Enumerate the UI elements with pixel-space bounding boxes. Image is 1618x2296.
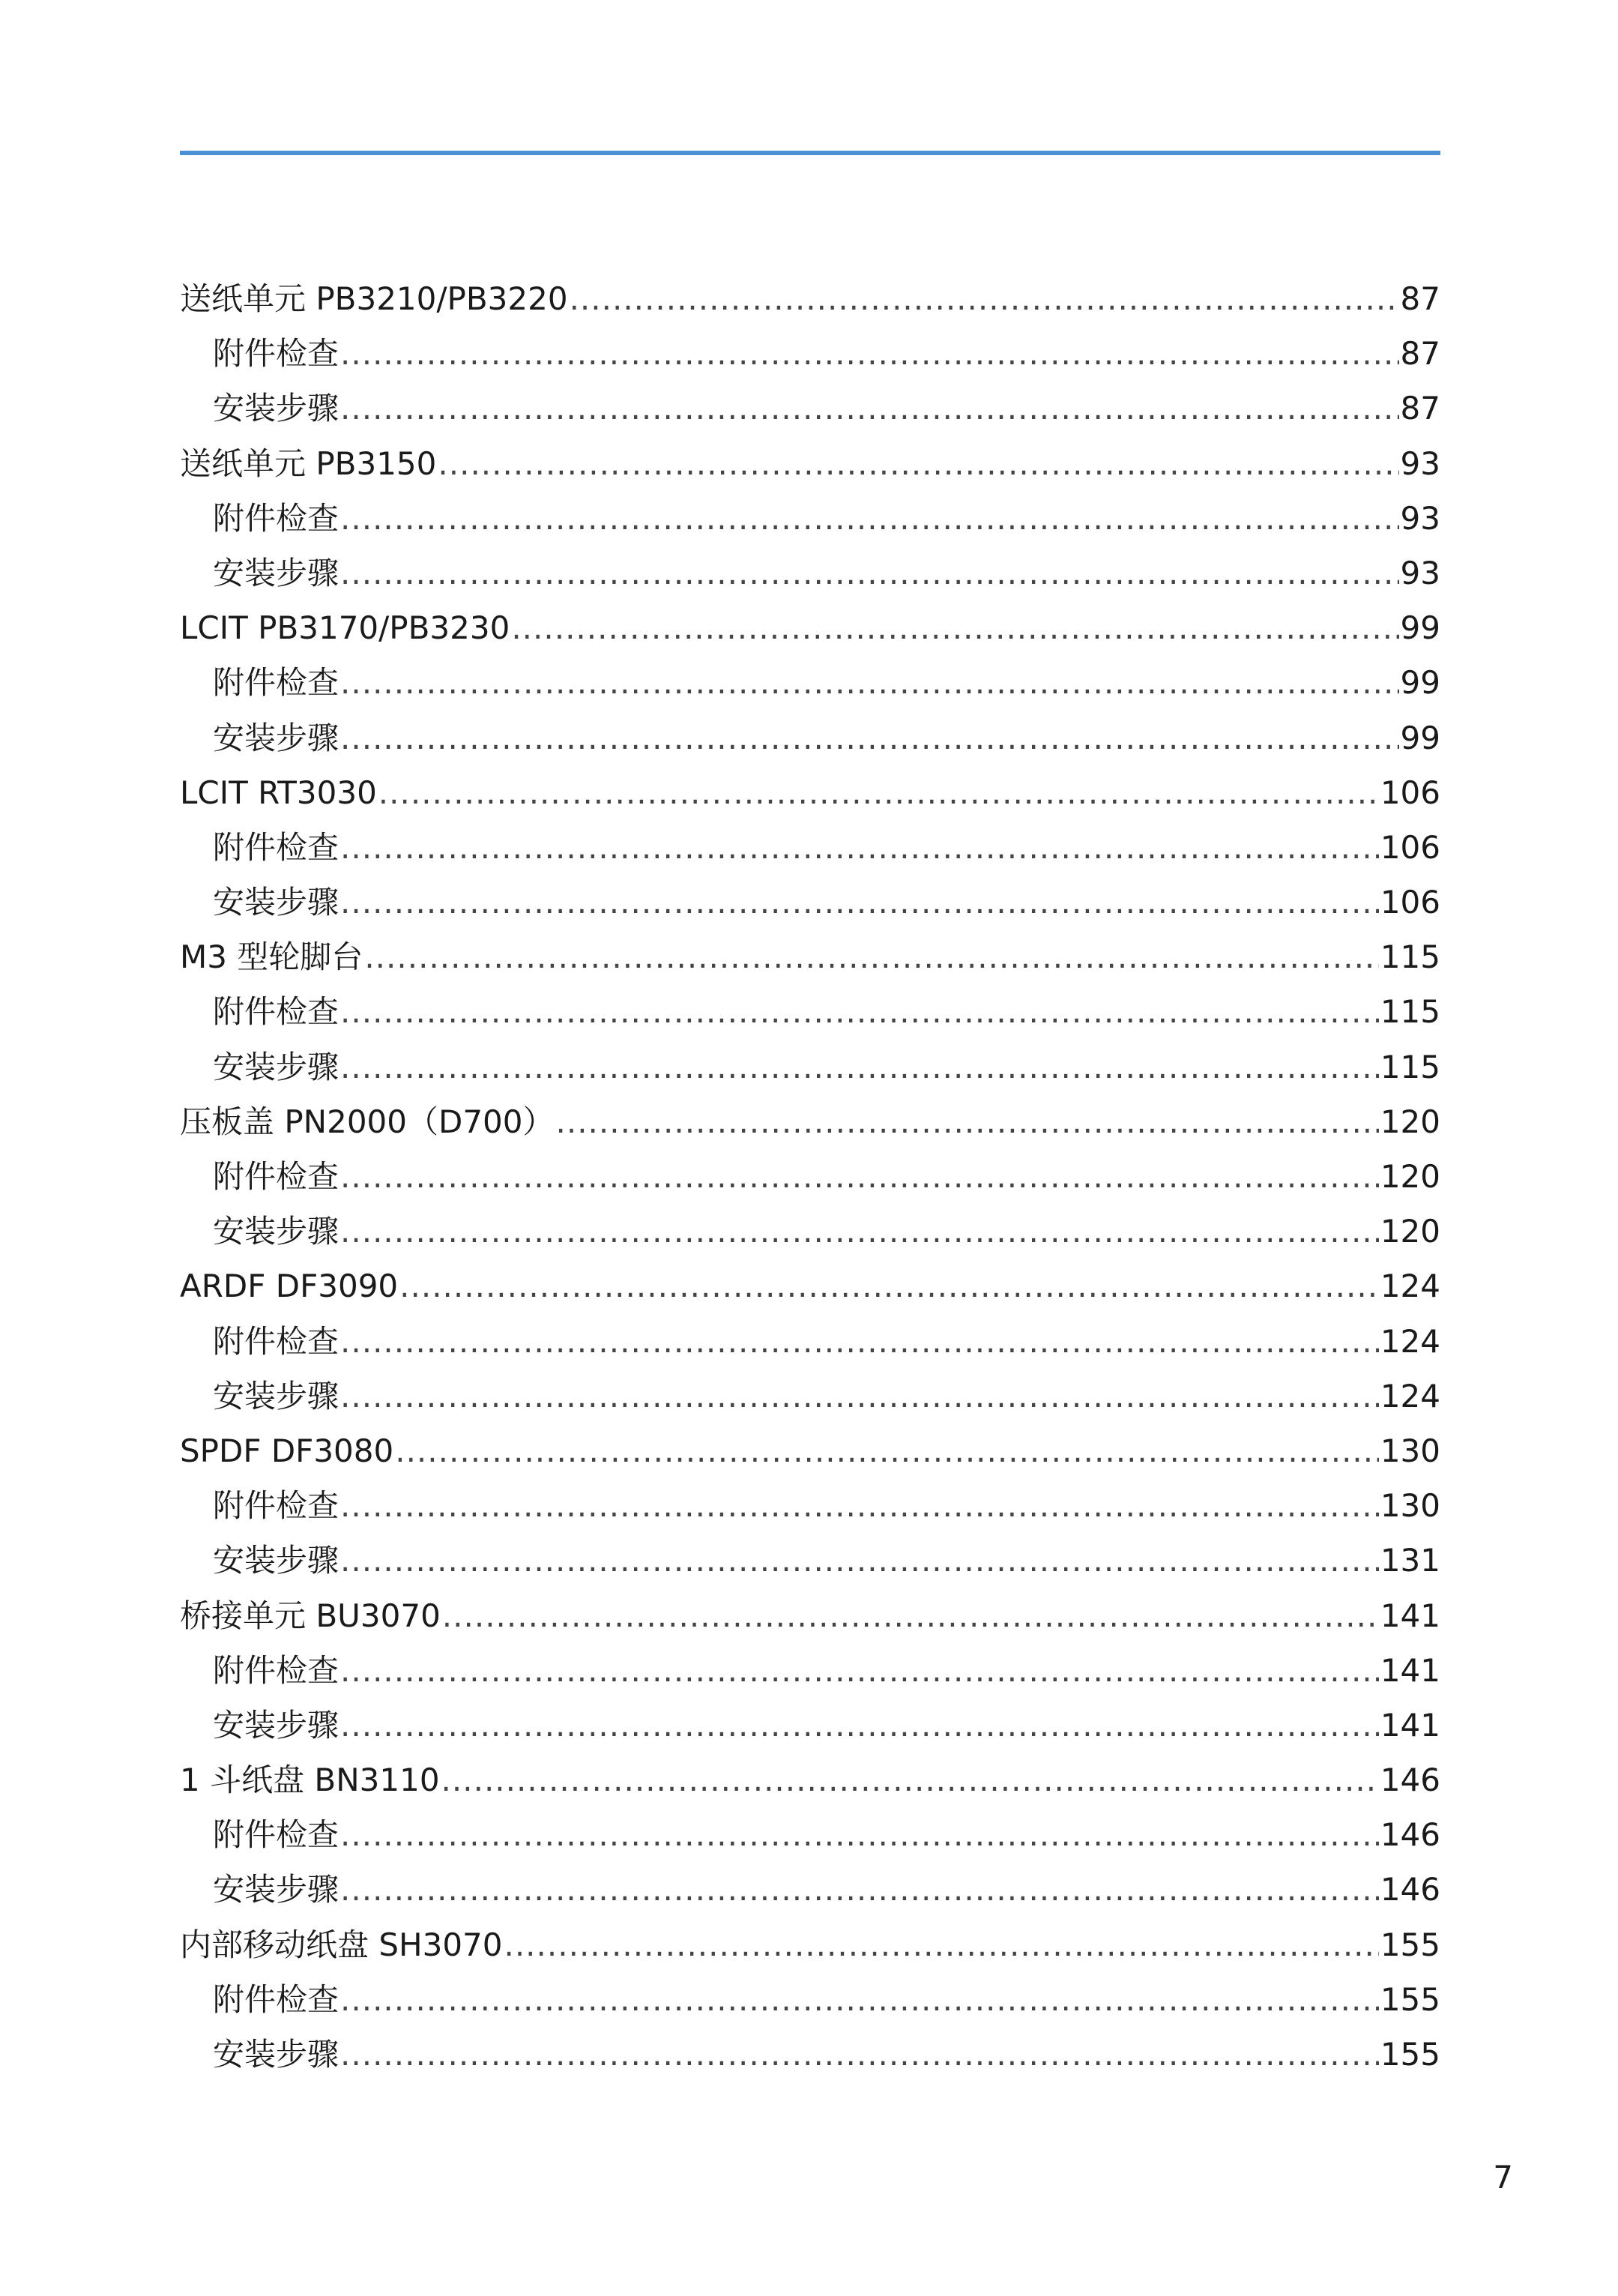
toc-subsection-entry[interactable] (180, 875, 1440, 929)
toc-entry-title: 安装步骤 (213, 1871, 339, 1908)
toc-entry-title: M3 型轮脚台 (180, 938, 363, 976)
toc-entry-page: 120 (1380, 1158, 1440, 1195)
toc-entry-title: 附件检查 (213, 1158, 339, 1195)
toc-entry-page: 146 (1380, 1816, 1440, 1854)
toc-section-entry[interactable] (180, 1423, 1440, 1478)
toc-dot-leader (340, 984, 1379, 1039)
toc-entry-page: 124 (1380, 1268, 1440, 1305)
toc-subsection-entry[interactable] (180, 546, 1440, 600)
toc-entry-page: 106 (1380, 884, 1440, 921)
toc-entry-title: 附件检查 (213, 1487, 339, 1525)
toc-entry-page: 99 (1400, 664, 1440, 702)
toc-entry-title: LCIT PB3170/PB3230 (180, 609, 510, 647)
toc-subsection-entry[interactable] (180, 1533, 1440, 1588)
toc-dot-leader (340, 326, 1399, 381)
toc-entry-page: 99 (1400, 609, 1440, 647)
toc-dot-leader (378, 765, 1379, 820)
toc-dot-leader (340, 1698, 1379, 1753)
toc-entry-page: 115 (1380, 938, 1440, 976)
toc-entry-title: 送纸单元 PB3150 (180, 445, 437, 482)
toc-dot-leader (340, 1533, 1379, 1588)
toc-entry-page: 141 (1380, 1597, 1440, 1634)
toc-entry-title: 安装步骤 (213, 1377, 339, 1414)
toc-entry-page: 87 (1400, 390, 1440, 427)
toc-entry-title: 安装步骤 (213, 390, 339, 427)
toc-dot-leader (340, 1972, 1379, 2027)
toc-section-entry[interactable] (180, 600, 1440, 655)
toc-dot-leader (340, 1149, 1379, 1204)
toc-section-entry[interactable] (180, 271, 1440, 326)
toc-section-entry[interactable] (180, 436, 1440, 491)
toc-entry-title: 安装步骤 (213, 1213, 339, 1250)
toc-entry-page: 93 (1400, 445, 1440, 482)
toc-entry-page: 120 (1380, 1213, 1440, 1250)
toc-section-entry[interactable] (180, 1094, 1440, 1149)
toc-entry-title: SPDF DF3080 (180, 1432, 394, 1469)
toc-entry-page: 141 (1380, 1706, 1440, 1744)
toc-entry-page: 130 (1380, 1432, 1440, 1469)
toc-dot-leader (441, 1753, 1379, 1807)
toc-entry-title: 安装步骤 (213, 719, 339, 756)
toc-entry-title: 压板盖 PN2000（D700） (180, 1103, 555, 1140)
toc-subsection-entry[interactable] (180, 655, 1440, 710)
toc-entry-page: 120 (1380, 1103, 1440, 1140)
toc-subsection-entry[interactable] (180, 491, 1440, 546)
toc-entry-title: 安装步骤 (213, 1048, 339, 1085)
toc-entry-title: 桥接单元 BU3070 (180, 1597, 441, 1634)
toc-entry-page: 155 (1380, 1980, 1440, 2018)
toc-dot-leader (399, 1259, 1379, 1313)
toc-entry-title: 安装步骤 (213, 1542, 339, 1579)
toc-dot-leader (570, 271, 1399, 326)
toc-subsection-entry[interactable] (180, 1314, 1440, 1369)
toc-entry-title: 安装步骤 (213, 884, 339, 921)
toc-dot-leader (340, 875, 1379, 929)
toc-subsection-entry[interactable] (180, 711, 1440, 765)
toc-subsection-entry[interactable] (180, 2027, 1440, 2082)
toc-entry-page: 106 (1380, 828, 1440, 866)
toc-section-entry[interactable] (180, 1753, 1440, 1807)
toc-dot-leader (340, 491, 1399, 546)
toc-entry-page: 155 (1380, 2036, 1440, 2073)
toc-dot-leader (340, 820, 1379, 875)
toc-entry-page: 131 (1380, 1542, 1440, 1579)
toc-subsection-entry[interactable] (180, 1478, 1440, 1533)
toc-entry-title: 附件检查 (213, 993, 339, 1031)
toc-subsection-entry[interactable] (180, 1698, 1440, 1753)
toc-subsection-entry[interactable] (180, 1369, 1440, 1423)
toc-subsection-entry[interactable] (180, 1040, 1440, 1094)
toc-entry-title: 安装步骤 (213, 554, 339, 591)
toc-dot-leader (340, 1807, 1379, 1862)
toc-entry-title: LCIT RT3030 (180, 774, 377, 811)
toc-entry-page: 106 (1380, 774, 1440, 811)
toc-subsection-entry[interactable] (180, 820, 1440, 875)
toc-subsection-entry[interactable] (180, 1643, 1440, 1698)
toc-dot-leader (556, 1094, 1379, 1149)
toc-entry-page: 146 (1380, 1871, 1440, 1908)
toc-dot-leader (340, 1862, 1379, 1917)
toc-subsection-entry[interactable] (180, 1862, 1440, 1917)
toc-dot-leader (340, 711, 1399, 765)
toc-entry-title: ARDF DF3090 (180, 1268, 399, 1305)
toc-entry-title: 安装步骤 (213, 2036, 339, 2073)
toc-entry-title: 附件检查 (213, 1980, 339, 2018)
toc-dot-leader (442, 1588, 1379, 1643)
toc-dot-leader (340, 546, 1399, 600)
toc-entry-page: 124 (1380, 1322, 1440, 1360)
toc-entry-page: 115 (1380, 993, 1440, 1031)
toc-entry-page: 146 (1380, 1762, 1440, 1799)
toc-section-entry[interactable] (180, 1588, 1440, 1643)
toc-entry-title: 送纸单元 PB3210/PB3220 (180, 280, 568, 317)
toc-subsection-entry[interactable] (180, 1807, 1440, 1862)
toc-section-entry[interactable] (180, 1917, 1440, 1972)
toc-entry-title: 附件检查 (213, 1322, 339, 1360)
toc-entry-page: 130 (1380, 1487, 1440, 1525)
toc-entry-title: 内部移动纸盘 SH3070 (180, 1926, 503, 1963)
toc-entry-title: 安装步骤 (213, 1706, 339, 1744)
toc-dot-leader (340, 2027, 1379, 2082)
toc-dot-leader (340, 1643, 1379, 1698)
toc-subsection-entry[interactable] (180, 1204, 1440, 1259)
toc-dot-leader (504, 1917, 1378, 1972)
toc-entry-page: 155 (1380, 1926, 1440, 1963)
toc-entry-title: 附件检查 (213, 1816, 339, 1854)
toc-entry-page: 87 (1400, 335, 1440, 373)
toc-entry-title: 附件检查 (213, 1651, 339, 1689)
toc-entry-title: 附件检查 (213, 664, 339, 702)
toc-dot-leader (438, 436, 1398, 491)
toc-entry-page: 93 (1400, 554, 1440, 591)
toc-dot-leader (340, 655, 1399, 710)
toc-dot-leader (364, 929, 1379, 984)
toc-subsection-entry[interactable] (180, 381, 1440, 436)
toc-subsection-entry[interactable] (180, 1972, 1440, 2027)
toc-entry-title: 附件检查 (213, 335, 339, 373)
toc-subsection-entry[interactable] (180, 984, 1440, 1039)
toc-subsection-entry[interactable] (180, 326, 1440, 381)
toc-section-entry[interactable] (180, 765, 1440, 820)
toc-subsection-entry[interactable] (180, 1149, 1440, 1204)
toc-entry-page: 141 (1380, 1651, 1440, 1689)
toc-entry-title: 1 斗纸盘 BN3110 (180, 1762, 440, 1799)
toc-dot-leader (340, 1478, 1379, 1533)
page-number: 7 (1493, 2159, 1513, 2196)
toc-section-entry[interactable] (180, 1259, 1440, 1313)
toc-entry-page: 87 (1400, 280, 1440, 317)
toc-dot-leader (340, 1314, 1379, 1369)
toc-entry-page: 99 (1400, 719, 1440, 756)
toc-section-entry[interactable] (180, 929, 1440, 984)
header-rule (180, 151, 1440, 155)
toc-entry-title: 附件检查 (213, 499, 339, 537)
toc-dot-leader (340, 1040, 1379, 1094)
toc-dot-leader (511, 600, 1398, 655)
toc-dot-leader (395, 1423, 1379, 1478)
toc-dot-leader (340, 1204, 1379, 1259)
table-of-contents (180, 271, 1440, 2082)
toc-entry-page: 93 (1400, 499, 1440, 537)
toc-entry-title: 附件检查 (213, 828, 339, 866)
toc-dot-leader (340, 1369, 1379, 1423)
toc-dot-leader (340, 381, 1399, 436)
toc-entry-page: 124 (1380, 1377, 1440, 1414)
toc-entry-page: 115 (1380, 1048, 1440, 1085)
